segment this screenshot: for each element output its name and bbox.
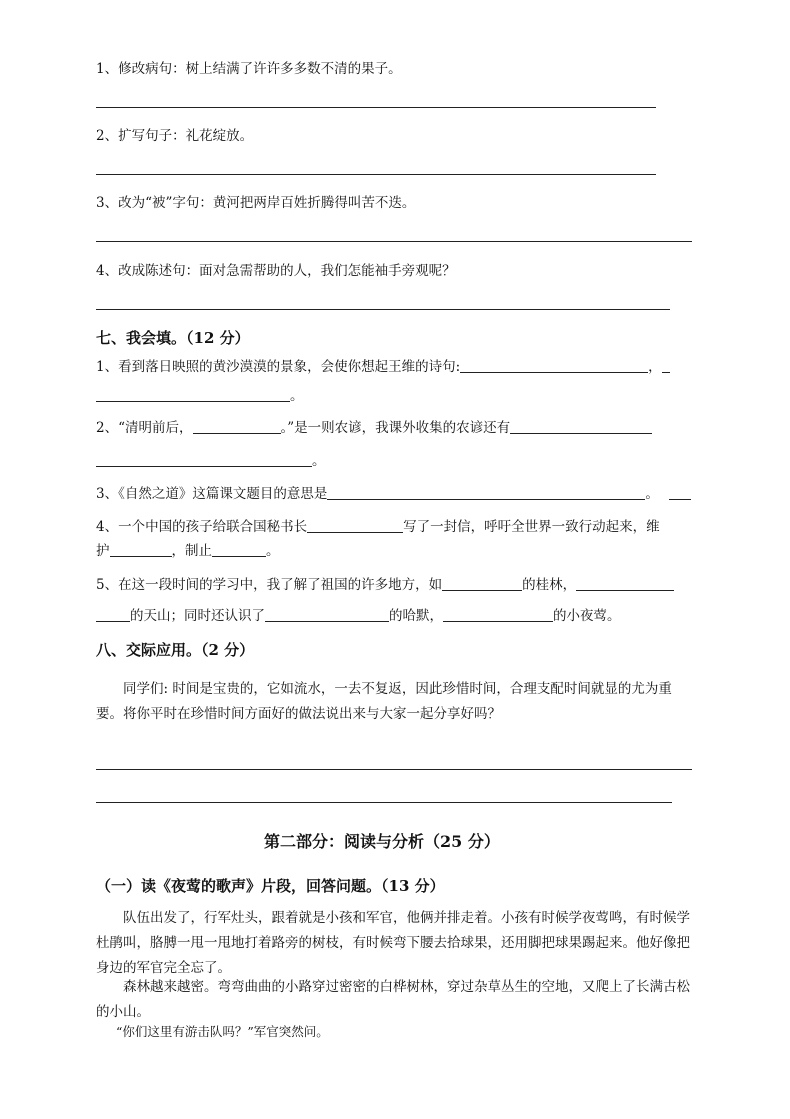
q7-3-end: 。 bbox=[645, 486, 659, 502]
q7-5-text-b: 的桂林， bbox=[522, 577, 577, 593]
q6-2-text: 2、扩写句子：礼花绽放。 bbox=[96, 128, 254, 144]
fill-blank[interactable] bbox=[669, 485, 691, 500]
answer-line[interactable] bbox=[96, 241, 692, 242]
reading-paragraph: 森林越来越密。弯弯曲曲的小路穿过密密的白桦树林，穿过杂草丛生的空地，又爬上了长满古松的小山。 bbox=[96, 979, 690, 1020]
q7-1-end: 。 bbox=[290, 388, 304, 404]
fill-blank[interactable] bbox=[662, 358, 670, 373]
reading-paragraph: “你们这里有游击队吗？”军官突然问。 bbox=[116, 1024, 329, 1039]
q7-1-line1 bbox=[96, 358, 670, 376]
fill-blank[interactable] bbox=[96, 452, 312, 467]
section-8-body: 同学们: 时间是宝贵的，它如流水，一去不复返，因此珍惜时间，合理支配时间就显的尤为重要。将你平时在珍惜时间方面好的做法说出来与大家一起分享好吗？ bbox=[96, 681, 672, 722]
fill-blank[interactable] bbox=[193, 419, 281, 434]
q6-4-text: 4、改成陈述句：面对急需帮助的人，我们怎能袖手旁观呢？ bbox=[96, 263, 456, 279]
reading-paragraph: 队伍出发了，行军灶头，跟着就是小孩和军官，他俩并排走着。小孩有时候学夜莺鸣，有时候学杜鹃叫，胳膊一甩一甩地打着路旁的树枝，有时候弯下腰去拾球果，还用脚把球果踢起来。他好像把身边的军官完全忘了。 bbox=[96, 910, 690, 976]
q7-5-end: 的小夜莺。 bbox=[553, 608, 621, 624]
q7-2-text-b: 。”是一则农谚，我课外收集的农谚还有 bbox=[280, 420, 511, 436]
q7-1-line2 bbox=[96, 387, 304, 405]
fill-blank[interactable] bbox=[510, 419, 652, 434]
q7-5-line2 bbox=[96, 607, 621, 625]
q7-2-text-a: 2、“清明前后， bbox=[96, 420, 193, 436]
q7-3-line bbox=[96, 485, 691, 503]
q7-4-text-a: 4、一个中国的孩子给联合国秘书长 bbox=[96, 519, 308, 535]
q7-4-line1 bbox=[96, 518, 660, 536]
q7-3-text: 3、《自然之道》这篇课文题目的意思是 bbox=[96, 486, 328, 502]
q6-1-text: 1、修改病句：树上结满了许许多多数不清的果子。 bbox=[96, 61, 402, 77]
fill-blank[interactable] bbox=[96, 387, 290, 402]
fill-blank[interactable] bbox=[576, 576, 674, 591]
q7-2-line1 bbox=[96, 419, 652, 437]
q7-4-end: 。 bbox=[266, 543, 280, 559]
q7-5-line1 bbox=[96, 576, 674, 594]
fill-blank[interactable] bbox=[327, 485, 645, 500]
answer-line[interactable] bbox=[96, 309, 670, 310]
q7-5-text-d: 的哈默， bbox=[389, 608, 443, 624]
fill-blank[interactable] bbox=[110, 542, 172, 557]
fill-blank[interactable] bbox=[96, 607, 130, 622]
reading-1-title: （一）读《夜莺的歌声》片段，回答问题。（13 分） bbox=[96, 877, 445, 895]
q7-4-text-d: ，制止 bbox=[171, 543, 212, 559]
q7-4-line2 bbox=[96, 542, 280, 560]
fill-blank[interactable] bbox=[212, 542, 266, 557]
q6-3-text: 3、改为“被”字句：黄河把两岸百姓折腾得叫苦不迭。 bbox=[96, 195, 416, 211]
answer-line[interactable] bbox=[96, 802, 672, 803]
q7-1-comma: ， bbox=[648, 359, 662, 375]
answer-line[interactable] bbox=[96, 107, 656, 108]
q7-4-text-c: 护 bbox=[96, 543, 110, 559]
part-2-title: 第二部分：阅读与分析（25 分） bbox=[264, 832, 500, 851]
q7-2-line2 bbox=[96, 452, 326, 470]
q7-5-text-c: 的天山；同时还认识了 bbox=[130, 608, 265, 624]
answer-line[interactable] bbox=[96, 769, 692, 770]
section-8-title: 八、交际应用。（2 分） bbox=[96, 641, 255, 659]
fill-blank[interactable] bbox=[442, 576, 522, 591]
q7-1-text: 1、看到落日映照的黄沙漠漠的景象，会使你想起王维的诗句: bbox=[96, 359, 461, 375]
fill-blank[interactable] bbox=[460, 358, 648, 373]
q7-2-end: 。 bbox=[312, 453, 326, 469]
q7-5-text-a: 5、在这一段时间的学习中，我了解了祖国的许多地方，如 bbox=[96, 577, 443, 593]
fill-blank[interactable] bbox=[307, 518, 403, 533]
q7-4-text-b: 写了一封信，呼吁全世界一致行动起来，维 bbox=[403, 519, 660, 535]
answer-line[interactable] bbox=[96, 174, 656, 175]
section-7-title: 七、我会填。（12 分） bbox=[96, 329, 250, 347]
fill-blank[interactable] bbox=[443, 607, 553, 622]
fill-blank[interactable] bbox=[265, 607, 389, 622]
